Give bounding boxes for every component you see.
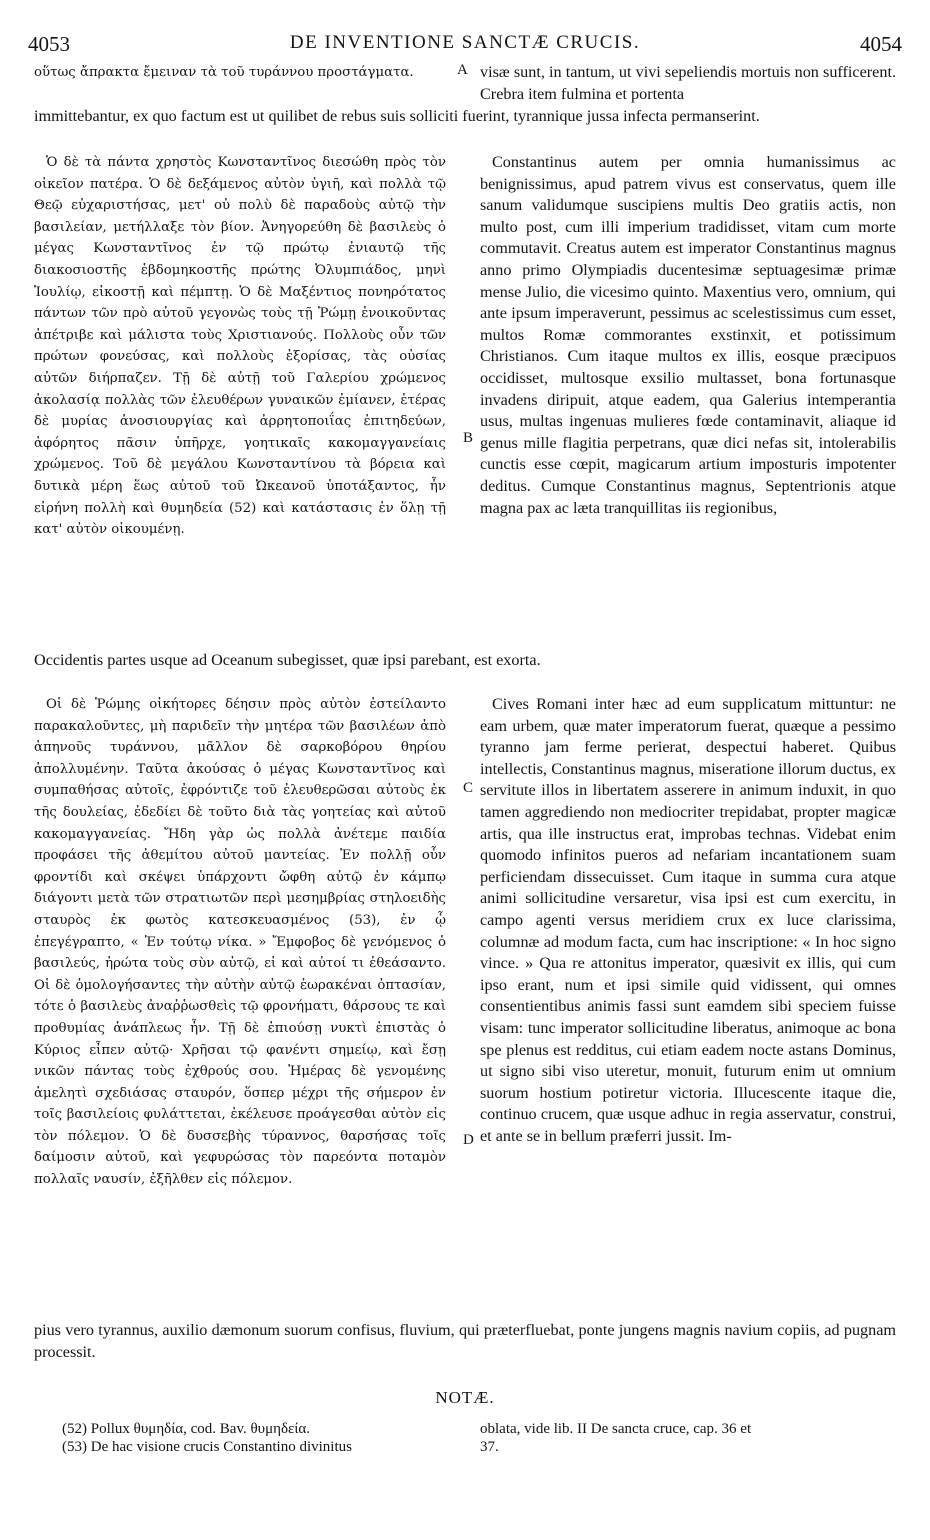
fullwidth-top: immittebantur, ex quo factum est ut quilibet de rebus suis solliciti fuerint, tyrannique jussa infecta permanserint.	[34, 107, 760, 125]
greek-paragraph-2: Οἱ δὲ Ῥώμης οἰκήτορες δέησιν πρὸς αὐτὸν ἐστείλαντο παρακαλοῦντες, μὴ παριδεῖν τὴν μητέρα τῶν βασιλέων ἀπὸ ἀπηνοῦς τυράννου, μᾶλλον δὲ σαρκοβόρου θηρίου ἀπολλυμένην. Ταῦτα ἀκούσας ὁ μέγας Κωνσταντῖνος καὶ συμπαθήσας αὐτοῖς, ἐφρόντιζε τοῦ ἐλευθερῶσαι αὐτοὺς ἐκ τῆς δουλείας, ἐδεδίει δὲ τοῦτο διὰ τὰς γοητείας καὶ αὐτοῦ κακομαγγανείας. Ἤδη γὰρ ὡς πολλὰ ἀνέτεμε παιδία προφάσει τῆς ἀθεμίτου αὐτοῦ μαντείας. Ἐν πολλῇ οὖν φροντίδι καὶ σκέψει ὑπάρχοντι ὤφθη αὐτῷ ἐν κάμπῳ διάγοντι μετὰ τῶν στρατιωτῶν περὶ μεσημβρίας στηλοειδὴς σταυρὸς ἐκ φωτὸς κατεσκευασμένος (53), ἐν ᾧ ἐπεγέγραπτο, « Ἐν τούτῳ νίκα. » Ἔμφοβος δὲ γενόμενος ὁ βασιλεύς, ἠρώτα τοὺς σὺν αὐτῷ, εἰ καὶ αὐτοί τι ἐθεάσαντο. Οἱ δὲ ὁμολογήσαντες τὴν αὐτὴν αὐτῷ ἑωρακέναι ὀπτασίαν, τότε ὁ βασιλεὺς ἀναῤῥωσθεὶς τῷ φρονήματι, θάρσους τε καὶ προθυμίας ἀνάπλεως ἦν. Τῇ δὲ ἐπιούσῃ νυκτὶ ἐπιστὰς ὁ Κύριος εἶπεν αὐτῷ· Χρῆσαι τῷ φανέντι σημείῳ, καὶ ἔσῃ νικῶν πάντας τοὺς ἐχθρούς σου. Ἡμέρας δὲ γενομένης ἀμελητὶ σχεδιάσας σταυρόν, ὅσπερ μέχρι τῆς σήμερον ἐν τοῖς βασιλείοις φυλάττεται, ἐκέλευσε προάγεσθαι αὐτὸν εἰς τὸν πόλεμον. Ὁ δὲ δυσσεβὴς τύραννος, θαρσήσας τοῖς δαίμοσιν αὐτοῦ, καὶ γεφυρώσας τὸν παρεόντα ποταμὸν πολλαῖς ναυσίν, ἐξῆλθεν εἰς πόλεμον.	[34, 697, 446, 1188]
fullwidth-section-1: Occidentis partes usque ad Oceanum subegisset, quæ ipsi parebant, est exorta.	[34, 651, 541, 669]
greek-section-1	[34, 152, 446, 541]
margin-letter-d: D	[463, 1132, 474, 1148]
latin-paragraph-2: Cives Romani inter hæc ad eum supplicatum mittuntur: ne eam urbem, quæ mater imperatorum fuerat, quæque a pessimo tyranno jam ferme perierat, despectui haberet. Quibus intellectis, Constantinus magnus, miseratione illorum ductus, ex servitute illos in libertatem asserere in animum induxit, in quo tamen aggrediendo non mediocriter trepidabat, propter magicæ artis, qua ille instructus erat, improbas technas. Videbat enim quomodo infinitos pueros ad nefariam incantationem suam perficiendam dissecuisset. Cum itaque in summa cura atque animi sollicitudine versaretur, visa ipsi est cum exercitu, in campo agenti versus meridiem crux ex luce clarissima, columnæ ad modum facta, cum hac inscriptione: « In hoc signo vince. » Qua re attonitus imperator, quæsivit ex illis, qui cum ipso erant, num et ipsi simile quid vidissent, qui omnes consentientibus animis fassi sunt eamdem sibi speciem fuisse visam: tunc imperator sollicitudine liberatus, animoque ac bona spe plenus est redditus, cui etiam eadem nocte astans Dominus, ut signo sibi viso uteretur, monuit, futurum enim ut omnium suorum hostium potiretur victoria. Illucescente itaque die, continuo crucem, quæ usque adhuc in regia asservatur, construi, et ante se in bellum præferri jussit. Im-	[480, 695, 896, 1145]
running-title: DE INVENTIONE SANCTÆ CRUCIS.	[289, 32, 641, 53]
note-53: (53) De hac visione crucis Constantino divinitus	[62, 1439, 352, 1455]
note-53-continued: oblata, vide lib. II De sancta cruce, cap. 36 et	[480, 1421, 752, 1437]
greek-top: οὕτως ἄπρακτα ἔμειναν τὰ τοῦ τυράννου προστάγματα.	[34, 65, 414, 80]
notes-right-column	[480, 1420, 900, 1456]
margin-letter-a: A	[457, 62, 468, 78]
fullwidth-section-2: pius vero tyrannus, auxilio dæmonum suorum confisus, fluvium, qui præterfluebat, ponte jungens magnis navium copiis, ad pugnam processit.	[34, 1321, 896, 1361]
latin-paragraph-1: Constantinus autem per omnia humanissimus ac benignissimus, apud patrem vivus est conservatus, quem ille sanum validumque suscipiens multis Deo gratiis actis, non multo post, cum illi imperium tradidisset, vitam cum morte commutavit. Creatus autem est imperator Constantinus magnus anno primo Olympiadis ducentesimæ septuagesimæ primæ mense Julio, die vicesimo quinto. Maxentius vero, omnium, qui ante ipsum imperaverunt, pessimus ac scelestissimus cum esset, multos Romæ commorantes exstinxit, et potissimum Christianos. Cum itaque multos ex illis, eosque præcipuos occidisset, multosque exsilio multasset, bona fortunasque invadens diripuit, atque eadem, qua Galerius intemperantia usus, multas ingenuas mulieres fœde contaminavit, aliaque id genus mille flagitia perpetrans, quæ dici nefas sit, intolerabilis cunctis esse cœpit, magicarum artium imposturis impotenter deditus. Cumque Constantinus magnus, Septentrionis atque magna pax ac læta tranquillitas iis regionibus,	[480, 153, 896, 517]
margin-letter-c: C	[463, 780, 474, 796]
margin-letter-b: B	[463, 430, 474, 446]
greek-paragraph-1: Ὁ δὲ τὰ πάντα χρηστὸς Κωνσταντῖνος διεσώθη πρὸς τὸν οἰκεῖον πατέρα. Ὁ δὲ δεξάμενος αὐτὸν ὑγιῆ, καὶ πολλὰ τῷ Θεῷ εὐχαριστήσας, μετ' οὐ πολὺ δὲ παραδοὺς αὐτῷ τὴν βασιλείαν, μετήλλαξε τὸν βίον. Ἀνηγορεύθη δὲ βασιλεὺς ὁ μέγας Κωνσταντῖνος ἐν τῷ πρώτῳ ἐνιαυτῷ τῆς διακοσιοστῆς ἑβδομηκοστῆς πρώτης Ὀλυμπιάδος, μηνὶ Ἰουλίῳ, εἰκοστῇ καὶ πέμπτῃ. Ὁ δὲ Μαξέντιος πονηρότατος πάντων τῶν πρὸ αὐτοῦ γεγονὼς τοὺς τῇ Ῥώμῃ ἐνοικοῦντας ἀπέτριβε καὶ μάλιστα τοὺς Χριστιανούς. Πολλοὺς οὖν τῶν πρώτων φονεύσας, καὶ πολλοὺς ἐξορίσας, τὰς οὐσίας αὐτῶν διήρπαζεν. Τῇ δὲ αὐτῇ τοῦ Γαλερίου χρώμενος ἀκολασίᾳ πολλὰς τῶν ἐλευθέρων γυναικῶν ἐμίανεν, ἑτέρας δὲ μυρίας ἀνοσιουργίας καὶ ἀρρητοποιΐας ἐπιτηδεύων, ἀφόρητος πᾶσιν ὑπῆρχε, γοητικαῖς κακομαγγανείαις χρώμενος. Τοῦ δὲ μεγάλου Κωνσταντίνου τὰ βόρεια καὶ δυτικὰ μέρη ἕως αὐτοῦ τοῦ Ὠκεανοῦ ὑποτάξαντος, ἦν εἰρήνη πολλὴ καὶ θυμηδεία (52) καὶ κατάστασις ἐν ὅλῃ τῇ κατ' αὐτὸν οἰκουμένῃ.	[34, 155, 446, 538]
greek-section-2	[34, 694, 446, 1191]
page-number-right: 4054	[860, 32, 902, 56]
note-53-continued-end: 37.	[480, 1439, 499, 1455]
notes-left-column	[62, 1420, 462, 1456]
latin-section-2	[480, 694, 896, 1147]
page-header	[20, 32, 910, 60]
page-number-left: 4053	[28, 32, 70, 56]
note-52: (52) Pollux θυμηδία, cod. Bav. θυμηδεία.	[62, 1421, 310, 1437]
notes-heading: NOTÆ.	[435, 1388, 495, 1407]
latin-section-1	[480, 152, 896, 519]
latin-top: visæ sunt, in tantum, ut vivi sepeliendis mortuis non sufficerent. Crebra item fulmina et portenta	[480, 63, 896, 103]
